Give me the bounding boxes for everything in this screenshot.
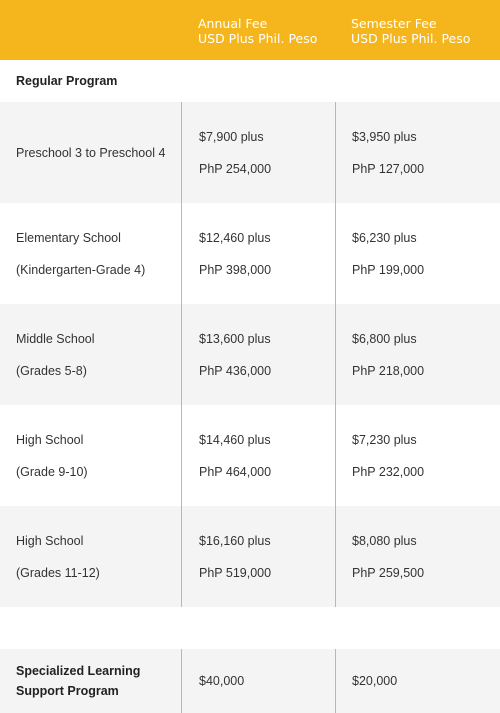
annual-fee-cell <box>181 203 335 304</box>
annual-fee-cell <box>181 506 335 607</box>
annual-usd: $12,460 plus <box>199 230 271 245</box>
table-row <box>0 506 500 607</box>
semester-fee-cell <box>335 405 500 506</box>
semester-fee-cell <box>335 506 500 607</box>
annual-php: PhP 254,000 <box>199 161 272 176</box>
semester-usd: $20,000 <box>352 674 398 688</box>
annual-usd: $14,460 plus <box>199 432 271 447</box>
semester-php: PhP 259,500 <box>352 565 425 580</box>
annual-usd: $7,900 plus <box>199 129 264 144</box>
table-row <box>0 304 500 405</box>
header-blank-cell <box>0 0 181 60</box>
semester-fee-cell <box>335 203 500 304</box>
program-name-cell <box>0 649 181 713</box>
semester-php: PhP 199,000 <box>352 262 425 277</box>
program-name-cell <box>0 304 181 405</box>
semester-usd: $6,800 plus <box>352 331 417 346</box>
program-grades: (Kindergarten-Grade 4) <box>16 262 146 277</box>
header-semester-currency: USD Plus Phil. Peso <box>351 31 471 46</box>
header-annual-currency: USD Plus Phil. Peso <box>198 31 318 46</box>
header-annual-fee <box>181 0 335 60</box>
semester-usd: $3,950 plus <box>352 129 417 144</box>
annual-fee-cell <box>181 304 335 405</box>
program-name-cell <box>0 203 181 304</box>
annual-usd: $13,600 plus <box>199 331 271 346</box>
semester-usd: $6,230 plus <box>352 230 417 245</box>
annual-usd: $40,000 <box>199 674 245 688</box>
program-grades: (Grade 9-10) <box>16 464 88 479</box>
annual-php: PhP 519,000 <box>199 565 272 580</box>
semester-fee-cell <box>335 102 500 203</box>
annual-php: PhP 464,000 <box>199 464 272 479</box>
table-row <box>0 102 500 203</box>
table-row <box>0 405 500 506</box>
header-semester-title: Semester Fee <box>351 16 437 31</box>
program-name: Preschool 3 to Preschool 4 <box>16 145 166 160</box>
program-name-cell <box>0 506 181 607</box>
semester-usd: $7,230 plus <box>352 432 417 447</box>
semester-php: PhP 127,000 <box>352 161 425 176</box>
program-name-continued: Support Program <box>16 684 119 698</box>
semester-php: PhP 232,000 <box>352 464 425 479</box>
annual-php: PhP 398,000 <box>199 262 272 277</box>
table-header <box>0 0 500 60</box>
annual-fee-cell <box>181 405 335 506</box>
section-title-regular-program: Regular Program <box>0 60 500 102</box>
program-name-cell <box>0 102 181 203</box>
program-name-cell <box>0 405 181 506</box>
table-row <box>0 203 500 304</box>
header-annual-title: Annual Fee <box>198 16 268 31</box>
header-semester-fee <box>335 0 500 60</box>
semester-usd: $8,080 plus <box>352 533 417 548</box>
annual-fee-cell <box>181 102 335 203</box>
program-name: High School <box>16 432 84 447</box>
semester-fee-cell <box>335 304 500 405</box>
annual-usd: $16,160 plus <box>199 533 271 548</box>
program-grades: (Grades 5-8) <box>16 363 87 378</box>
annual-php: PhP 436,000 <box>199 363 272 378</box>
program-name: Elementary School <box>16 230 121 245</box>
program-grades: (Grades 11-12) <box>16 565 100 580</box>
program-name: Specialized Learning <box>16 664 141 678</box>
semester-php: PhP 218,000 <box>352 363 425 378</box>
program-name: High School <box>16 533 84 548</box>
table-row-specialized <box>0 649 500 713</box>
annual-fee-cell <box>181 649 335 713</box>
program-name: Middle School <box>16 331 95 346</box>
section-spacer <box>0 607 500 649</box>
semester-fee-cell <box>335 649 500 713</box>
